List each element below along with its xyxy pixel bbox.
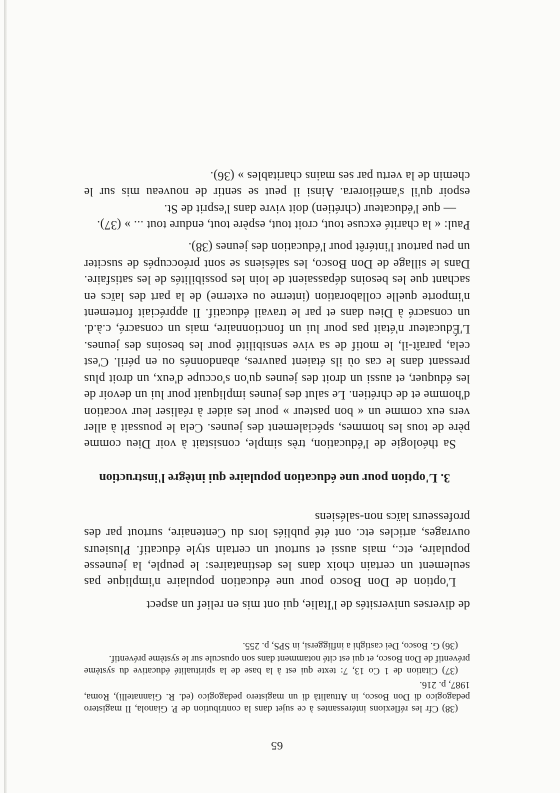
footnote-36: (36) G. Bosco, Dei castighi a infliggersi, in SPS, p. 255. xyxy=(242,639,458,651)
page-number: 65 xyxy=(271,739,283,753)
footnote-37: (37) Citation de 1 Co 13, 7: texte qui est à la base de la spiritualité éducative du système préventif de Don Bosco, et qui est cité notamment dans son opuscule sur le système préventif. xyxy=(84,653,470,677)
footnotes xyxy=(84,639,470,714)
paragraph-quote: Paul: « la charité excuse tout, croit tout, espère tout, endure tout ... » (37). xyxy=(96,218,470,233)
paragraph-opening: espoir qu'il s'améliorera. Ainsi il peut se sentir de nouveau mis sur le chemin de la vertu par ses mains charitables » (36). xyxy=(84,168,470,200)
paragraph-section-3: L'option de Don Bosco pour une éducation populaire n'implique pas seulement un certain choix dans les destinataires: le peuple, la jeunesse populaire, etc., mais aussi et surtout un certain style éducatif. Plusieurs ouvrages, articles etc. ont été publiés lors du Centenaire, surtout par des professeurs laïcs non-salésiens xyxy=(84,509,470,590)
paragraph-final-line: de diverses universités de l'Italie, qui ont mis en relief un aspect xyxy=(146,597,470,612)
paragraph-dash: — que l'éducateur (chrétien) doit vivre dans l'esprit de St. xyxy=(164,201,456,216)
paragraph-theology: Sa théologie de l'éducation, très simple, consistait à voir Dieu comme père de tous les hommes, spécialement des jeunes. Cela le poussait à aller vers eux comme un « bon pasteur » pour les aider à réaliser leur vocation d'homme et de chrétien. Le salut des jeunes impliquait pour lui un devoir de les éduquer, et aussi un droit des jeunes qu'on s'occupe d'eux, un droit plus pressant dans le cas où ils étaient pauvres, abandonnés ou en péril. C'est cela, paraît-il, le motif de sa vive sensibilité pour les besoins des jeunes. L'Éducateur n'était pas pour lui un fonctionnaire, mais un consacré, c.à.d. un consacré à Dieu dans et par le travail éducatif. Il appréciait fortement n'importe quelle collaboration (interne ou externe) de la part des laïcs en sachant que les besoins dépassaient de loin les possibilités de les satisfaire. Dans le sillage de Don Bosco, les salésiens se sont préoccupés de susciter un peu partout l'intérêt pour l'éducation des jeunes (38). xyxy=(84,240,470,452)
footnote-38: (38) Cfr les réflexions intéressantes à ce sujet dans la contribution de P. Gianola, Il magistero pedagogico di Don Bosco, in Attualità di un magistero pedagogico (ed. R. Giannatelli), Roma, 1987, p. 216. xyxy=(84,678,470,714)
page-content xyxy=(84,167,470,753)
section-heading: 3. L'option pour une éducation populaire qui intègre l'instruction xyxy=(99,471,450,486)
